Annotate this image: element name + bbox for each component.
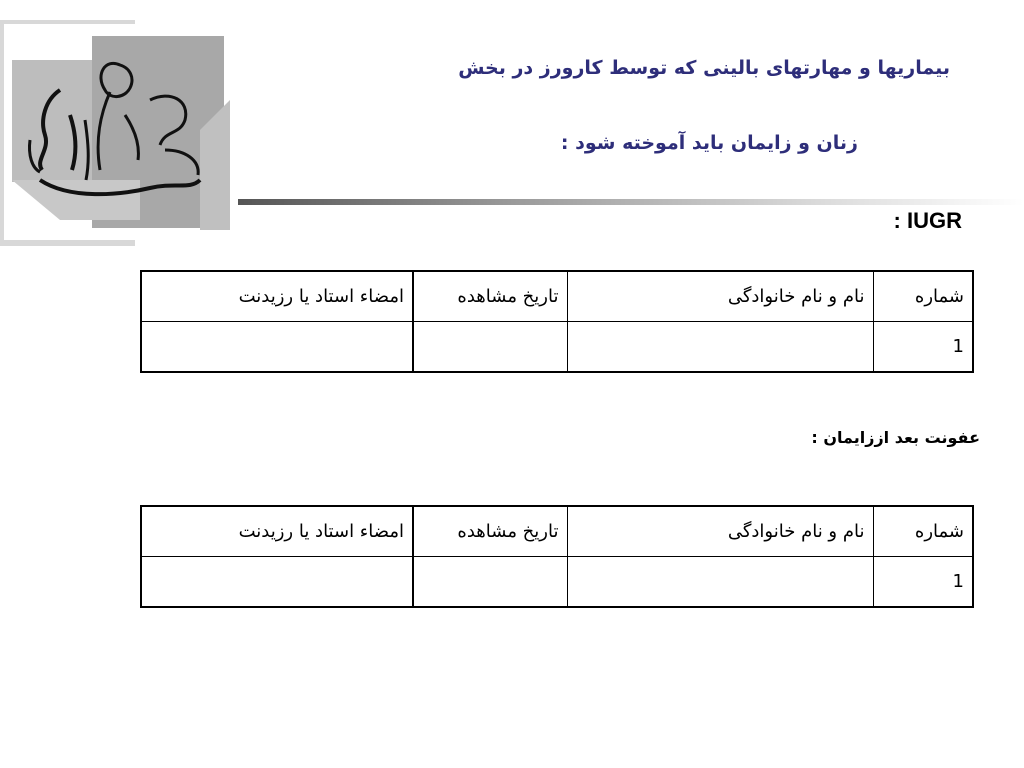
cell-signature[interactable] [141, 557, 413, 608]
column-header-full-name: نام و نام خانوادگی [567, 506, 873, 557]
cell-full-name[interactable] [567, 322, 873, 373]
page-title-line-2: زنان و زایمان باید آموخته شود : [560, 132, 858, 154]
observation-table-iugr [140, 270, 974, 373]
column-header-number: شماره [873, 506, 973, 557]
column-header-full-name: نام و نام خانوادگی [567, 271, 873, 322]
header-divider [238, 199, 1024, 205]
column-header-signature: امضاء استاد یا رزیدنت [141, 271, 413, 322]
section-heading-postpartum-infection: عفونت بعد اززایمان : [811, 428, 980, 447]
mother-and-baby-illustration-icon [0, 20, 235, 246]
cell-number: 1 [873, 322, 973, 373]
cell-observation-date[interactable] [413, 557, 567, 608]
table-header-row [141, 506, 973, 557]
cell-signature[interactable] [141, 322, 413, 373]
table-row [141, 322, 973, 373]
column-header-signature: امضاء استاد یا رزیدنت [141, 506, 413, 557]
table-row [141, 557, 973, 608]
observation-table-postpartum-infection [140, 505, 974, 608]
page-title-line-1: بیماریها و مهارتهای بالینی که توسط کارورز در بخش [458, 57, 950, 79]
cell-observation-date[interactable] [413, 322, 567, 373]
column-header-observation-date: تاریخ مشاهده [413, 271, 567, 322]
column-header-number: شماره [873, 271, 973, 322]
cell-number: 1 [873, 557, 973, 608]
section-heading-iugr: IUGR : [893, 208, 962, 233]
column-header-observation-date: تاریخ مشاهده [413, 506, 567, 557]
table-header-row [141, 271, 973, 322]
cell-full-name[interactable] [567, 557, 873, 608]
